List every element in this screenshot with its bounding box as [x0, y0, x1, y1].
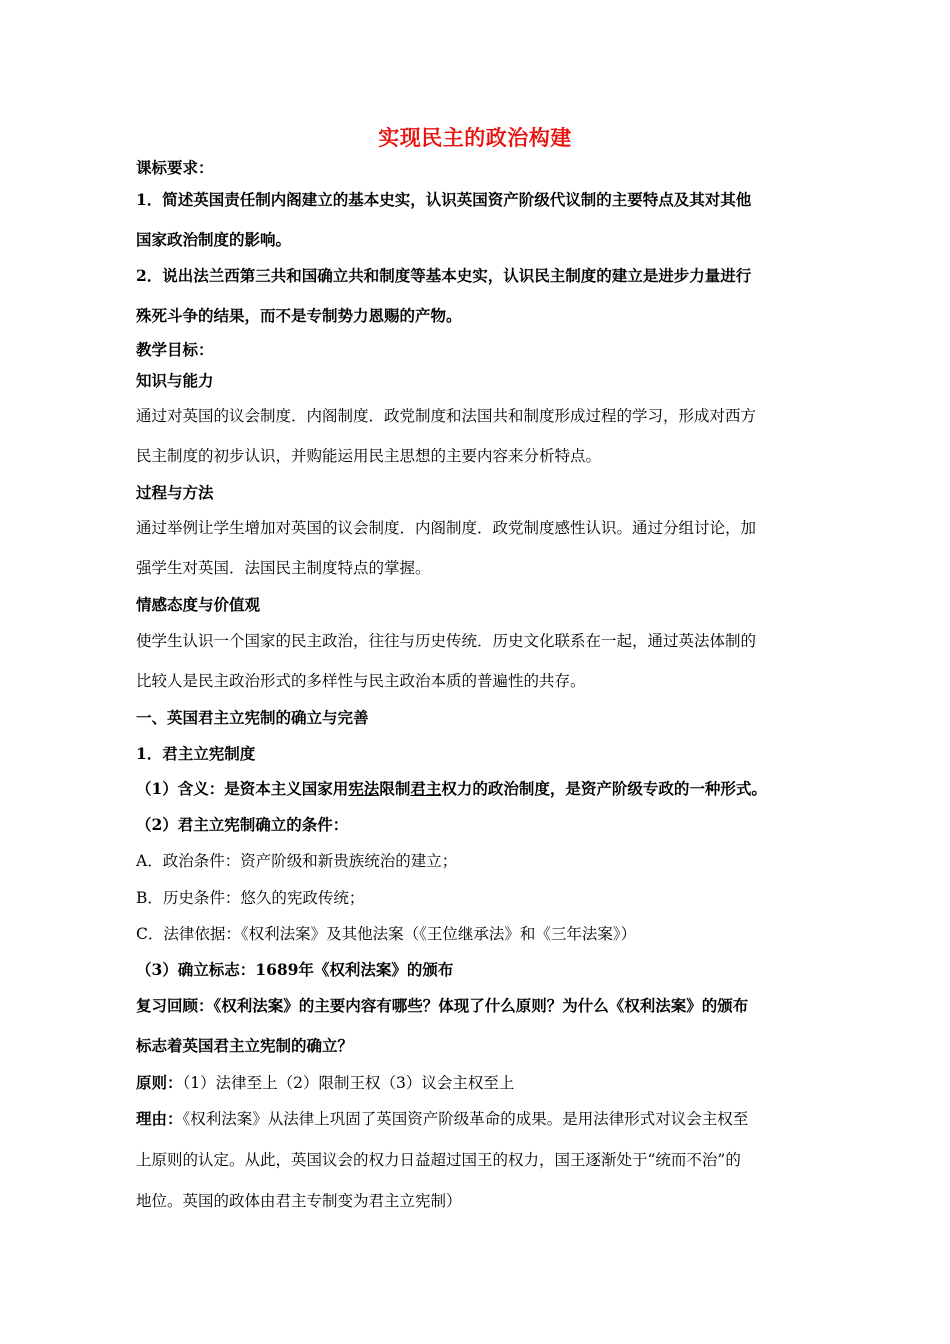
conditions-heading: （2）君主立宪制确立的条件： [136, 815, 349, 834]
reason-line-2: 上原则的认定。从此，英国议会的权力日益超过国王的权力，国王逐渐处于“统而不治”的 [136, 1151, 741, 1169]
knowledge-heading: 知识与能力 [136, 371, 214, 390]
definition-prefix: （1）含义：是资本主义国家用 [136, 779, 349, 798]
requirement-1-line-1: 1．简述英国责任制内阁建立的基本史实，认识英国资产阶级代议制的主要特点及其对其他 [136, 190, 752, 209]
principle-text: （1）法律至上（2）限制王权（3）议会主权至上 [182, 1074, 515, 1092]
reason-text-1: 《权利法案》从法律上巩固了英国资产阶级革命的成果。是用法律形式对议会主权至 [182, 1110, 749, 1128]
reason-line-1 [136, 1109, 826, 1129]
definition-mid: 限制 [379, 779, 411, 798]
part1-heading: 一、英国君主立宪制的确立与完善 [136, 708, 369, 727]
knowledge-line-1: 通过对英国的议会制度．内阁制度．政党制度和法国共和制度形成过程的学习，形成对西方 [136, 407, 757, 425]
review-line-1: 复习回顾：《权利法案》的主要内容有哪些？体现了什么原则？为什么《权利法案》的颁布 [136, 996, 749, 1015]
condition-a: A．政治条件：资产阶级和新贵族统治的建立； [136, 852, 458, 870]
requirement-1-line-2: 国家政治制度的影响。 [136, 230, 292, 249]
requirements-heading: 课标要求： [136, 158, 214, 177]
goals-heading: 教学目标： [136, 340, 214, 359]
values-line-2: 比较人是民主政治形式的多样性与民主政治本质的普遍性的共存。 [136, 672, 586, 690]
page-title: 实现民主的政治构建 [378, 125, 572, 150]
review-line-2: 标志着英国君主立宪制的确立？ [136, 1036, 354, 1055]
requirement-2-line-1: 2．说出法兰西第三共和国确立共和制度等基本史实，认识民主制度的建立是进步力量进行 [136, 266, 752, 285]
process-line-2: 强学生对英国．法国民主制度特点的掌握。 [136, 559, 431, 577]
condition-c: C．法律依据：《权利法案》及其他法案（《王位继承法》和《三年法案》） [136, 925, 637, 943]
definition-line [136, 779, 826, 799]
process-line-1: 通过举例让学生增加对英国的议会制度．内阁制度．政党制度感性认识。通过分组讨论，加 [136, 519, 757, 537]
reason-label: 理由： [136, 1109, 183, 1128]
knowledge-line-2: 民主制度的初步认识，并购能运用民主思想的主要内容来分析特点。 [136, 447, 602, 465]
definition-underline-monarch: 君主 [410, 779, 442, 798]
establishment-mark: （3）确立标志：1689年《权利法案》的颁布 [136, 960, 454, 979]
part1-sub1: 1．君主立宪制度 [136, 744, 256, 763]
condition-b: B．历史条件：悠久的宪政传统； [136, 889, 365, 907]
definition-underline-constitution: 宪法 [348, 779, 380, 798]
process-heading: 过程与方法 [136, 483, 214, 502]
definition-suffix: 权力的政治制度，是资产阶级专政的一种形式。 [441, 779, 767, 798]
principle-label: 原则： [136, 1073, 183, 1092]
principle-line [136, 1073, 826, 1093]
values-line-1: 使学生认识一个国家的民主政治，往往与历史传统．历史文化联系在一起，通过英法体制的 [136, 632, 757, 650]
values-heading: 情感态度与价值观 [136, 595, 261, 614]
reason-line-3: 地位。英国的政体由君主专制变为君主立宪制） [136, 1192, 462, 1210]
requirement-2-line-2: 殊死斗争的结果，而不是专制势力恩赐的产物。 [136, 306, 462, 325]
